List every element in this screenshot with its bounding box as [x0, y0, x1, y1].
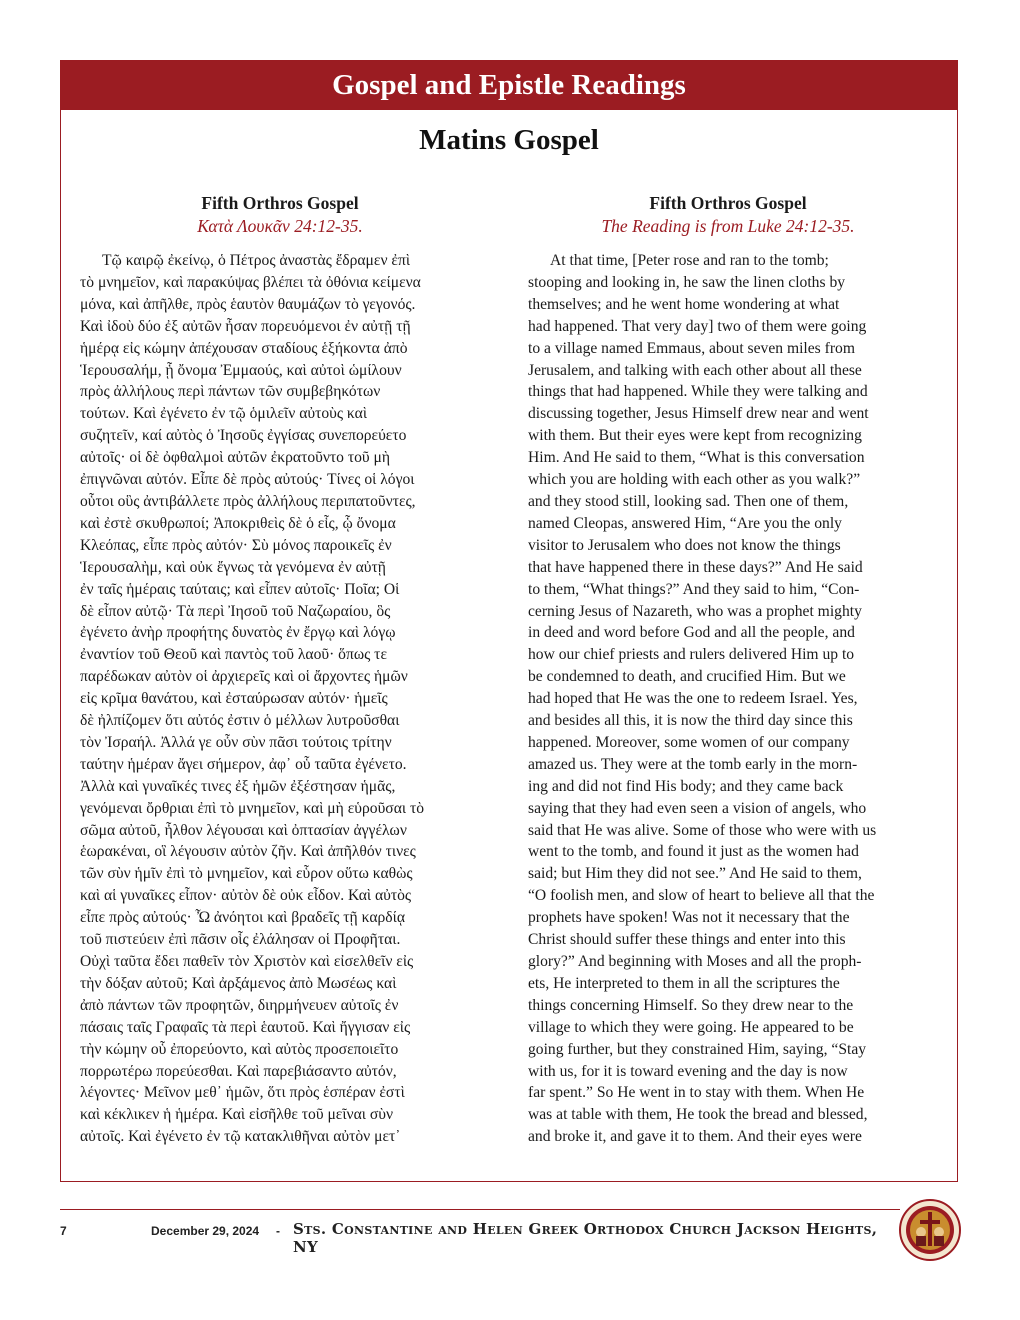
- text-line: Ἱερουσαλήμ, ᾗ ὄνομα Ἐμμαούς, καὶ αὐτοὶ ὡμίλουν: [80, 361, 402, 379]
- english-heading: Fifth Orthros Gospel: [649, 193, 807, 213]
- text-line: amazed us. They were at the tomb early in the morn-: [528, 755, 858, 773]
- text-line: πάσαις ταῖς Γραφαῖς τὰ περὶ ἑαυτοῦ. Καὶ ἤγγισαν εἰς: [80, 1018, 411, 1036]
- text-line: that have happened there in these days?” And He said: [528, 558, 863, 576]
- text-line: in deed and word before God and all the people, and: [528, 624, 855, 642]
- text-line: σῶμα αὐτοῦ, ἦλθον λέγουσαι καὶ ὀπτασίαν ἀγγέλων: [80, 821, 407, 839]
- text-line: ἐναντίον τοῦ Θεοῦ καὶ παντὸς τοῦ λαοῦ· ὅπως τε: [80, 646, 387, 664]
- text-line: happened. Moreover, some women of our company: [528, 733, 850, 751]
- text-line: be condemned to death, and crucified Him. But we: [528, 668, 846, 686]
- english-reference: The Reading is from Luke 24:12-35.: [601, 216, 855, 236]
- text-line: Οὐχὶ ταῦτα ἔδει παθεῖν τὸν Χριστὸν καὶ εἰσελθεῖν εἰς: [80, 953, 414, 970]
- text-line: saying that they had even seen a vision of angels, who: [528, 799, 867, 817]
- text-line: οὗτοι οὓς ἀντιβάλλετε πρὸς ἀλλήλους περιπατοῦντες,: [80, 492, 416, 510]
- greek-column: [80, 192, 480, 1148]
- text-line: to a village named Emmaus, about seven miles from: [528, 339, 855, 357]
- text-line: δὲ ἠλπίζομεν ὅτι αὐτός ἐστιν ὁ μέλλων λυτροῦσθαι: [80, 712, 400, 730]
- text-line: τούτων. Καὶ ἐγένετο ἐν τῷ ὁμιλεῖν αὐτοὺς καὶ: [80, 405, 368, 423]
- text-line: ing and did not find His body; and they came back: [528, 777, 844, 795]
- text-line: τὸν Ἰσραήλ. Ἀλλά γε οὖν σὺν πᾶσι τούτοις τρίτην: [80, 733, 392, 751]
- text-line: named Cleopas, answered Him, “Are you the only: [528, 514, 842, 532]
- text-line: τοῦ πιστεύειν ἐπὶ πᾶσιν οἷς ἐλάλησαν οἱ Προφῆται.: [80, 931, 401, 949]
- footer-date: December 29, 2024: [151, 1224, 260, 1238]
- text-line: with them. But their eyes were kept from recognizing: [528, 427, 862, 445]
- text-line: with us, for it is toward evening and the day is now: [528, 1062, 848, 1080]
- text-line: λέγοντες· Μεῖνον μεθ᾽ ἡμῶν, ὅτι πρὸς ἑσπέραν ἐστὶ: [80, 1084, 405, 1102]
- text-line: τὴν κώμην οὗ ἐπορεύοντο, καὶ αὐτὸς προσεποιεῖτο: [80, 1040, 399, 1058]
- text-line: ἡμέρᾳ εἰς κώμην ἀπέχουσαν σταδίους ἑξήκοντα ἀπὸ: [80, 339, 408, 357]
- text-line: glory?” And beginning with Moses and all the proph-: [528, 953, 862, 970]
- text-line: and besides all this, it is now the third day since this: [528, 712, 853, 730]
- page-banner: Gospel and Epistle Readings: [60, 60, 958, 110]
- text-line: said that He was alive. Some of those who were with us: [528, 821, 877, 839]
- text-line: τῶν σὺν ἡμῖν ἐπὶ τὸ μνημεῖον, καὶ εὗρον οὕτω καθὼς: [80, 865, 413, 883]
- text-line: Ἀλλὰ καὶ γυναῖκές τινες ἐξ ἡμῶν ἐξέστησαν ἡμᾶς,: [80, 777, 396, 795]
- text-line: Ἱερουσαλὴμ, καὶ οὐκ ἔγνως τὰ γενόμενα ἐν αὐτῇ: [80, 558, 386, 576]
- text-line: πρὸς ἀλλήλους περὶ πάντων τῶν συμβεβηκότων: [80, 383, 381, 401]
- section-title: Matins Gospel: [419, 124, 599, 156]
- text-line: and they stood still, looking sad. Then one of them,: [528, 492, 849, 510]
- text-line: εἶπε πρὸς αὐτούς· Ὦ ἀνόητοι καὶ βραδεῖς τῇ καρδίᾳ: [80, 909, 405, 927]
- text-line: and broke it, and gave it to them. And their eyes were: [528, 1128, 862, 1146]
- text-line: πορρωτέρω πορεύεσθαι. Καὶ παρεβιάσαντο αὐτόν,: [80, 1062, 397, 1080]
- footer-church-name: Sts. Constantine and Helen Greek Orthodox Church Jackson Heights, NY: [293, 1220, 878, 1256]
- text-line: Jerusalem, and talking with each other about all these: [528, 361, 862, 379]
- text-line: γενόμεναι ὄρθριαι ἐπὶ τὸ μνημεῖον, καὶ μὴ εὑροῦσαι τὸ: [80, 799, 425, 817]
- text-line: had hoped that He was the one to redeem Israel. Yes,: [528, 690, 858, 708]
- text-line: discussing together, Jesus Himself drew near and went: [528, 405, 869, 423]
- text-line: going further, but they constrained Him, saying, “Stay: [528, 1040, 867, 1058]
- text-line: Καὶ ἰδοὺ δύο ἐξ αὐτῶν ἦσαν πορευόμενοι ἐν αὐτῇ τῇ: [80, 317, 411, 335]
- text-line: far spent.” So He went in to stay with them. When He: [528, 1084, 865, 1102]
- text-line: how our chief priests and rulers delivered Him up to: [528, 646, 855, 664]
- page-footer: [60, 1220, 900, 1256]
- text-line: had happened. That very day] two of them were going: [528, 317, 867, 335]
- text-line: prophets have spoken! Was not it necessary that the: [528, 909, 850, 927]
- greek-text: [80, 250, 480, 1148]
- text-line: αὐτοῖς· οἱ δὲ ὀφθαλμοὶ αὐτῶν ἐκρατοῦντο τοῦ μὴ: [80, 449, 391, 467]
- text-line: things that had happened. While they were talking and: [528, 383, 868, 401]
- footer-separator: -: [276, 1224, 280, 1238]
- church-seal-icon: [898, 1198, 962, 1262]
- text-line: εἰς κρῖμα θανάτου, καὶ ἐσταύρωσαν αὐτόν· ἡμεῖς: [80, 690, 388, 708]
- text-line: Him. And He said to them, “What is this conversation: [528, 449, 865, 467]
- text-line: said; but Him they did not see.” And He said to them,: [528, 865, 862, 883]
- page-number: 7: [60, 1224, 67, 1238]
- text-line: themselves; and he went home wondering at what: [528, 295, 840, 313]
- text-line: ταύτην ἡμέραν ἄγει σήμερον, ἀφ᾽ οὗ ταῦτα ἐγένετο.: [80, 755, 407, 773]
- text-line: to them, “What things?” And they said to him, “Con-: [528, 580, 860, 598]
- text-line: village to which they were going. He appeared to be: [528, 1018, 854, 1036]
- english-column: [528, 192, 928, 1148]
- text-line: At that time, [Peter rose and ran to the tomb;: [550, 252, 829, 269]
- text-line: ἀπὸ πάντων τῶν προφητῶν, διηρμήνευεν αὐτοῖς ἐν: [80, 996, 399, 1014]
- text-line: went to the tomb, and found it just as the women had: [528, 843, 859, 861]
- greek-reference: Κατὰ Λουκᾶν 24:12-35.: [197, 216, 363, 236]
- text-line: τὴν δόξαν αὐτοῦ; Καὶ ἀρξάμενος ἀπὸ Μωσέως καὶ: [80, 974, 397, 992]
- text-line: ἐγένετο ἀνὴρ προφήτης δυνατὸς ἐν ἔργῳ καὶ λόγῳ: [80, 624, 396, 642]
- text-line: which you are holding with each other as you walk?”: [528, 471, 861, 489]
- text-line: cerning Jesus of Nazareth, who was a prophet mighty: [528, 602, 862, 620]
- text-line: ets, He interpreted to them in all the scriptures the: [528, 974, 840, 992]
- text-line: Christ should suffer these things and enter into this: [528, 931, 846, 949]
- text-line: Τῷ καιρῷ ἐκείνῳ, ὁ Πέτρος ἀναστὰς ἔδραμεν ἐπὶ: [102, 252, 411, 269]
- text-line: αὐτοῖς. Καὶ ἐγένετο ἐν τῷ κατακλιθῆναι αὐτὸν μετ᾽: [80, 1128, 401, 1146]
- text-line: συζητεῖν, καί αὐτὸς ὁ Ἰησοῦς ἐγγίσας συνεπορεύετο: [80, 427, 407, 445]
- text-line: παρέδωκαν αὐτὸν οἱ ἀρχιερεῖς καὶ οἱ ἄρχοντες ἡμῶν: [80, 668, 408, 686]
- text-line: καὶ αἱ γυναῖκες εἶπον· αὐτὸν δὲ οὐκ εἶδον. Καὶ αὐτὸς: [80, 887, 412, 905]
- text-line: ἐπιγνῶναι αὐτόν. Εἶπε δὲ πρὸς αὐτούς· Τίνες οἱ λόγοι: [80, 471, 415, 489]
- text-line: visitor to Jerusalem who does not know the things: [528, 536, 841, 554]
- greek-heading: Fifth Orthros Gospel: [201, 193, 359, 213]
- text-line: ἑωρακέναι, οἳ λέγουσιν αὐτὸν ζῆν. Καὶ ἀπῆλθόν τινες: [80, 843, 416, 861]
- text-line: δὲ εἶπον αὐτῷ· Τὰ περὶ Ἰησοῦ τοῦ Ναζωραίου, ὃς: [80, 602, 391, 620]
- text-line: μόνα, καὶ ἀπῆλθε, πρὸς ἑαυτὸν θαυμάζων τὸ γεγονός.: [80, 295, 416, 313]
- text-line: τὸ μνημεῖον, καὶ παρακύψας βλέπει τὰ ὀθόνια κείμενα: [80, 273, 421, 291]
- text-line: Κλεόπας, εἶπε πρὸς αὐτόν· Σὺ μόνος παροικεῖς ἐν: [80, 536, 392, 554]
- text-line: stooping and looking in, he saw the linen cloths by: [528, 273, 846, 291]
- text-line: was at table with them, He took the bread and blessed,: [528, 1106, 868, 1124]
- text-line: καὶ κέκλικεν ἡ ἡμέρα. Καὶ εἰσῆλθε τοῦ μεῖναι σὺν: [80, 1106, 394, 1124]
- footer-divider: [60, 1209, 900, 1210]
- text-line: things concerning Himself. So they drew near to the: [528, 996, 854, 1014]
- english-text: [528, 250, 928, 1148]
- text-line: “O foolish men, and slow of heart to believe all that the: [528, 887, 875, 905]
- text-line: ἐν ταῖς ἡμέραις ταύταις; καὶ εἶπεν αὐτοῖς· Ποῖα; Οἱ: [80, 580, 400, 598]
- text-line: καὶ ἐστὲ σκυθρωποί; Ἀποκριθεὶς δὲ ὁ εἷς, ᾧ ὄνομα: [80, 514, 396, 532]
